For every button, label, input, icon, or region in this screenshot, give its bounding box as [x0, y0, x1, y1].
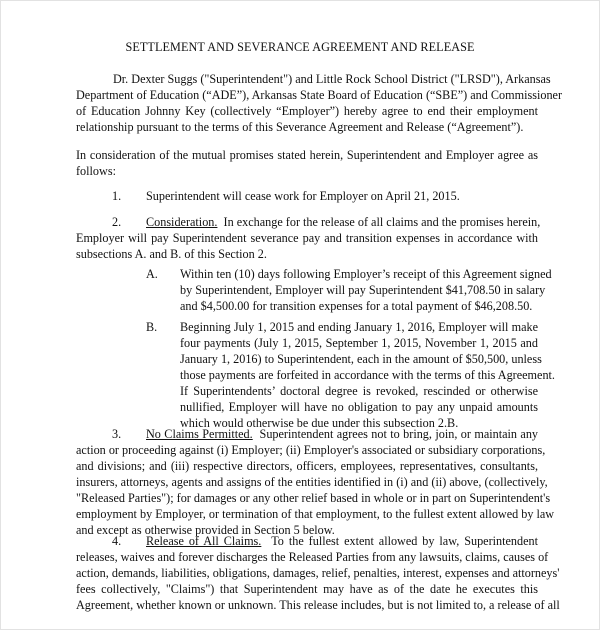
section-2-line1-text: In exchange for the release of all claims and the promises herein, [223, 215, 541, 229]
intro-paragraph [76, 71, 563, 135]
section-4-line: releases, waives and forever discharges the Released Parties from any lawsuits, claims, causes of [76, 550, 549, 564]
subsection-a-line: and $4,500.00 for transition expenses for a total payment of $46,208.50. [180, 299, 533, 313]
subsection-a-label: A. [146, 267, 158, 281]
section-4-number: 4. [112, 534, 122, 548]
section-4-line1-text: To the fullest extent allowed by law, Superintendent [271, 534, 538, 548]
section-2-heading: Consideration. [146, 215, 218, 229]
section-2-line: Employer will pay Superintendent severance pay and transition expenses in accordance with [76, 231, 538, 245]
consideration-intro-line: follows: [76, 164, 116, 178]
section-2-first-line [146, 214, 541, 230]
section-3-line: insurers, attorneys, agents and assigns of the entities identified in (i) and (ii) above, (collectively, [76, 475, 548, 489]
document-title: SETTLEMENT AND SEVERANCE AGREEMENT AND RELEASE [125, 40, 475, 54]
subsection-a-line: Within ten (10) days following Employer’s receipt of this Agreement signed [180, 267, 552, 281]
subsection-b-label: B. [146, 320, 158, 334]
subsection-b-line: January 1, 2016) to Superintendent, each in the amount of $50,500, unless [180, 352, 542, 366]
subsection-b-line: which would otherwise be due under this subsection 2.B. [180, 416, 459, 430]
section-3-number: 3. [112, 427, 122, 441]
subsection-b-line: If Superintendents’ doctoral degree is revoked, rescinded or otherwise [180, 384, 538, 398]
section-2-line: subsections A. and B. of this Section 2. [76, 247, 267, 261]
section-4-line: fees collectively, "Claims") that Superintendent may have as of the date he executes this [76, 582, 538, 596]
section-3-paragraph [76, 442, 555, 538]
section-4-paragraph [76, 549, 560, 613]
subsection-b-line: those payments are forfeited in accordance with the terms of this Agreement. [180, 368, 555, 382]
section-3-heading: No Claims Permitted. [146, 427, 253, 441]
section-3-line: "Released Parties"); for damages or any other relief based in whole or in part on Superintendent's [76, 491, 551, 505]
section-4-line: Agreement, whether known or unknown. This release includes, but is not limited to, a release of all [76, 598, 560, 612]
section-3-line: employment by Employer, or termination of that employment, to the fullest extent allowed by law [76, 507, 555, 521]
section-4-first-line [146, 533, 538, 549]
section-1-number: 1. [112, 189, 122, 203]
section-2-number: 2. [112, 215, 122, 229]
subsection-b-line: Beginning July 1, 2015 and ending January 1, 2016, Employer will make [180, 320, 538, 334]
intro-line: relationship pursuant to the terms of this Severance Agreement and Release (“Agreement”). [76, 120, 524, 134]
subsection-a-line: by Superintendent, Employer will pay Superintendent $41,708.50 in salary [180, 283, 546, 297]
subsection-b-paragraph [180, 319, 555, 431]
section-2-paragraph [76, 230, 538, 262]
section-3-first-line [146, 426, 538, 442]
section-3-line: action or proceeding against (i) Employer; (ii) Employer's associated or subsidiary corporations, [76, 443, 546, 457]
consideration-intro-paragraph [76, 147, 538, 179]
intro-line: Dr. Dexter Suggs ("Superintendent") and Little Rock School District ("LRSD"), Arkansas [113, 72, 551, 86]
consideration-intro-line: In consideration of the mutual promises stated herein, Superintendent and Employer agree as [76, 148, 538, 162]
intro-line: of Education Johnny Key (collectively “Employer”) hereby agree to end their employment [76, 104, 538, 118]
section-4-heading: Release of All Claims. [146, 534, 262, 548]
section-4-line: action, demands, liabilities, obligations, damages, relief, penalties, interest, expenses and attorneys' [76, 566, 560, 580]
section-3-line: and except as otherwise provided in Section 5 below. [76, 523, 335, 537]
subsection-b-line: four payments (July 1, 2015, September 1, 2015, November 1, 2015 and [180, 336, 538, 350]
subsection-a-paragraph [180, 266, 552, 314]
subsection-b-line: nullified, Employer will have no obligation to pay any unpaid amounts [180, 400, 538, 414]
section-1-text: Superintendent will cease work for Employer on April 21, 2015. [146, 189, 460, 203]
section-3-line1-text: Superintendent agrees not to bring, join, or maintain any [259, 427, 539, 441]
section-3-line: and divisions; and (iii) respective directors, officers, employees, representatives, consultants, [76, 459, 538, 473]
intro-line: Department of Education (“ADE”), Arkansas State Board of Education (“SBE”) and Commissioner [76, 88, 563, 102]
